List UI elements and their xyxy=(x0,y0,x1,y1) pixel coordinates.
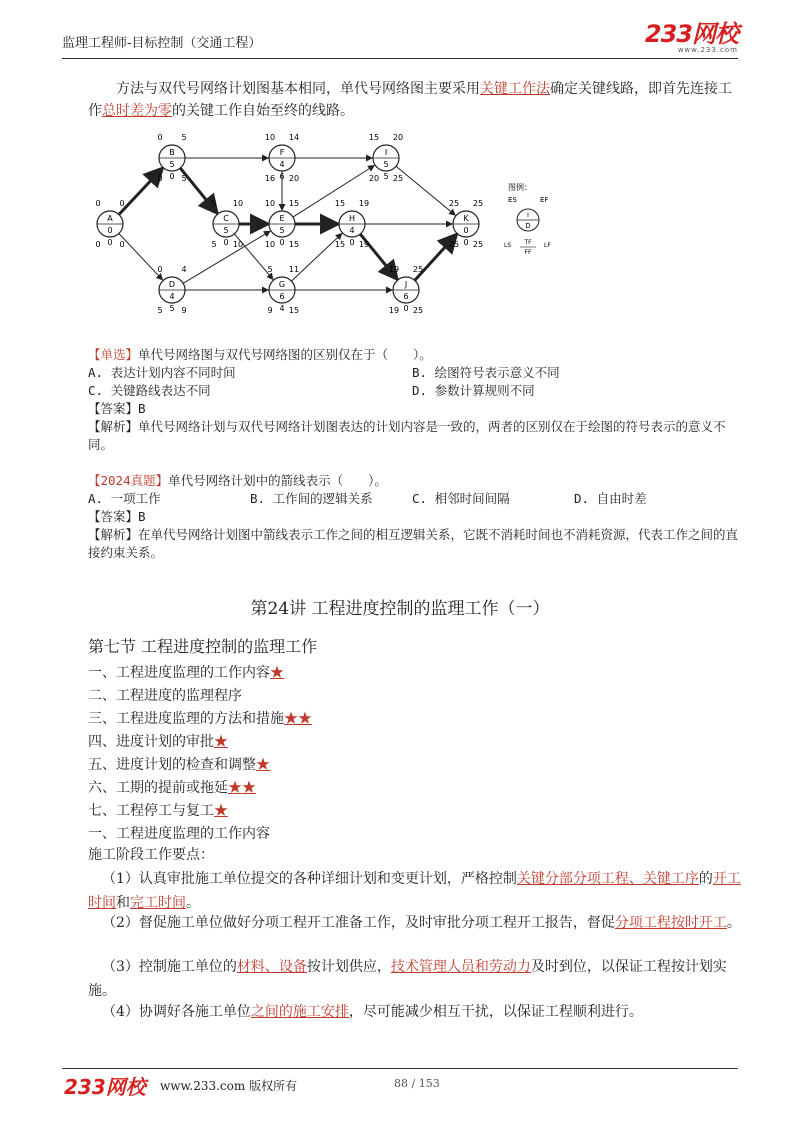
node-label: 19 xyxy=(388,265,400,274)
logic-arrow xyxy=(119,233,163,279)
toc-item[interactable]: 七、工程停工与复工★ xyxy=(88,803,228,819)
footer-logo: 233网校 xyxy=(64,1075,146,1099)
node-label: 15 xyxy=(288,306,300,315)
option-d[interactable]: D. 参数计算规则不同 xyxy=(412,383,535,398)
node-label: 25 xyxy=(472,240,484,249)
node-k xyxy=(449,199,483,249)
node-label: J xyxy=(404,280,408,289)
toc-item[interactable]: 四、进度计划的审批★ xyxy=(88,734,228,750)
toc-item[interactable]: 五、进度计划的检查和调整★ xyxy=(88,757,270,773)
node-label: 10 xyxy=(264,133,276,142)
item-4: （4）协调好各施工单位之间的施工安排，尽可能减少相互干扰，以保证工程顺利进行。 xyxy=(102,1004,643,1020)
node-label: 0 xyxy=(463,226,469,235)
node-label: 4 xyxy=(349,226,355,235)
footer-copyright[interactable]: www.233.com 版权所有 xyxy=(160,1079,298,1093)
node-label: 5 xyxy=(169,304,175,313)
network-diagram xyxy=(80,122,560,332)
node-h xyxy=(335,199,369,249)
answer: 【答案】B xyxy=(88,401,146,416)
option-b[interactable]: B. 绘图符号表示意义不同 xyxy=(412,365,560,380)
option-b[interactable]: B. 工作间的逻辑关系 xyxy=(250,491,373,506)
node-label: 0 xyxy=(157,174,163,183)
node-label: 15 xyxy=(334,199,346,208)
svg-text:i: i xyxy=(527,211,529,219)
logic-arrow xyxy=(396,166,455,215)
node-label: K xyxy=(463,214,469,223)
toc-item[interactable]: 三、工程进度监理的方法和措施★★ xyxy=(88,711,312,727)
node-label: 20 xyxy=(368,174,380,183)
node-label: 25 xyxy=(448,199,460,208)
node-label: 14 xyxy=(288,133,300,142)
page-number: 88 / 153 xyxy=(394,1077,440,1090)
node-label: 25 xyxy=(412,306,424,315)
node-label: 20 xyxy=(392,133,404,142)
node-label: 5 xyxy=(169,160,175,169)
node-label: 15 xyxy=(288,240,300,249)
logic-arrow xyxy=(293,166,374,218)
node-label: C xyxy=(223,214,229,223)
node-label: 0 xyxy=(119,240,125,249)
svg-text:ES: ES xyxy=(508,196,517,204)
node-label: 16 xyxy=(264,174,276,183)
node-label: 11 xyxy=(288,265,300,274)
node-a xyxy=(95,199,124,249)
node-j xyxy=(389,265,423,315)
brand-logo: 233网校 www.233.com xyxy=(644,20,738,54)
analysis: 【解析】在单代号网络计划图中箭线表示工作之间的相互逻辑关系，它既不消耗时间也不消耗资源，代表工作之间的直接约束关系。 xyxy=(88,527,739,560)
node-label: 0 xyxy=(157,265,163,274)
node-label: 0 xyxy=(223,238,229,247)
node-label: 10 xyxy=(232,199,244,208)
node-label: 0 xyxy=(169,172,175,181)
node-label: 6 xyxy=(279,172,285,181)
node-label: 19 xyxy=(358,240,370,249)
option-d[interactable]: D. 自由时差 xyxy=(574,491,647,506)
option-a[interactable]: A. 一项工作 xyxy=(88,491,161,506)
node-b xyxy=(157,133,186,183)
section-title: 第七节 工程进度控制的监理工作 xyxy=(88,637,318,656)
node-label: 0 xyxy=(157,133,163,142)
node-label: 0 xyxy=(279,238,285,247)
node-label: 15 xyxy=(334,240,346,249)
page-header xyxy=(62,20,738,59)
node-label: 0 xyxy=(95,240,101,249)
node-label: 4 xyxy=(279,304,285,313)
node-label: 4 xyxy=(169,292,175,301)
critical-arrow xyxy=(119,168,163,214)
node-label: D xyxy=(168,280,176,289)
node-label: 6 xyxy=(279,292,285,301)
answer: 【答案】B xyxy=(88,509,146,524)
node-label: 0 xyxy=(119,199,125,208)
node-label: 5 xyxy=(181,133,187,142)
node-label: 5 xyxy=(279,226,285,235)
node-label: 6 xyxy=(403,292,409,301)
node-label: 10 xyxy=(264,199,276,208)
node-label: 0 xyxy=(95,199,101,208)
node-label: 9 xyxy=(181,306,187,315)
node-label: 5 xyxy=(383,172,389,181)
node-c xyxy=(211,199,243,249)
toc-item: 一、工程进度监理的工作内容 xyxy=(88,826,270,842)
node-label: 5 xyxy=(267,265,273,274)
node-f xyxy=(265,133,299,183)
node-label: 0 xyxy=(403,304,409,313)
node-label: 15 xyxy=(288,199,300,208)
question-1: 【单选】单代号网络图与双代号网络图的区别仅在于（ ）。 A. 表达计划内容不同时间 B. 绘图符号表示意义不同 C. 关键路线表达不同 D. 参数计算规则不同 【答案】B 【解析】单代号网络计划与双代号网络计划图表达的计划内容是一致的，两者的区别仅在于绘图的符号表示的意义不同。 xyxy=(88,346,738,466)
svg-text:图例：: 图例： xyxy=(508,183,532,192)
diagram-legend xyxy=(502,180,562,270)
toc-item[interactable]: 六、工期的提前或拖延★★ xyxy=(88,780,256,796)
node-label: B xyxy=(169,148,175,157)
svg-text:LS: LS xyxy=(504,242,512,249)
node-label: 25 xyxy=(448,240,460,249)
analysis: 【解析】单代号网络计划与双代号网络计划图表达的计划内容是一致的，两者的区别仅在于绘图的符号表示的意义不同。 xyxy=(88,419,726,452)
option-a[interactable]: A. 表达计划内容不同时间 xyxy=(88,365,236,380)
node-label: 9 xyxy=(267,306,273,315)
node-label: H xyxy=(348,214,356,223)
node-label: 5 xyxy=(181,174,187,183)
node-label: 4 xyxy=(279,160,285,169)
page-footer xyxy=(62,1068,738,1099)
option-c[interactable]: C. 相邻时间间隔 xyxy=(412,491,510,506)
node-label: F xyxy=(279,148,285,157)
node-label: 0 xyxy=(349,238,355,247)
node-g xyxy=(267,265,299,315)
node-label: 19 xyxy=(388,306,400,315)
node-label: 5 xyxy=(223,226,229,235)
svg-text:LF: LF xyxy=(544,242,551,249)
node-label: 10 xyxy=(264,240,276,249)
node-label: 5 xyxy=(211,199,217,208)
node-label: 0 xyxy=(107,226,113,235)
question-tag: 【2024真题】 xyxy=(88,473,169,488)
question-2: 【2024真题】单代号网络计划中的箭线表示（ ）。 A. 一项工作 B. 工作间的逻辑关系 C. 相邻时间间隔 D. 自由时差 【答案】B 【解析】在单代号网络计划图中箭线表示工作之间的相互逻辑关系，它既不消耗时间也不消耗资源，代表工作之间的直接约束关系。 xyxy=(88,473,739,560)
svg-text:TF: TF xyxy=(524,239,532,246)
node-label: 19 xyxy=(358,199,370,208)
node-label: 0 xyxy=(107,238,113,247)
toc-list xyxy=(88,662,312,846)
node-label: 0 xyxy=(463,238,469,247)
node-label: 5 xyxy=(211,240,217,249)
question-tag: 【单选】 xyxy=(88,347,139,362)
item-3: （3）控制施工单位的材料、设备按计划供应，技术管理人员和劳动力及时到位，以保证工程按计划实施。 xyxy=(88,959,727,999)
node-label: 5 xyxy=(383,160,389,169)
node-label: I xyxy=(384,148,388,157)
node-label: 15 xyxy=(368,133,380,142)
option-c[interactable]: C. 关键路线表达不同 xyxy=(88,383,211,398)
svg-text:D: D xyxy=(525,222,531,230)
header-title: 监理工程师-目标控制（交通工程） xyxy=(62,36,262,51)
toc-item[interactable]: 一、工程进度监理的工作内容★ xyxy=(88,665,284,681)
node-label: 25 xyxy=(412,265,424,274)
node-d xyxy=(157,265,186,315)
node-label: 25 xyxy=(392,174,404,183)
svg-text:FF: FF xyxy=(524,249,532,256)
node-label: 5 xyxy=(157,306,163,315)
lecture-title: 第24讲 工程进度控制的监理工作（一） xyxy=(250,599,550,619)
stage-title: 施工阶段工作要点： xyxy=(88,847,214,863)
node-label: 10 xyxy=(232,240,244,249)
node-label: 20 xyxy=(288,174,300,183)
intro-paragraph: 方法与双代号网络计划图基本相同，单代号网络图主要采用关键工作法确定关键线路，即首先连接工作总时差为零的关键工作自始至终的线路。 xyxy=(88,81,732,119)
node-label: 4 xyxy=(181,265,187,274)
node-label: A xyxy=(107,214,113,223)
svg-text:EF: EF xyxy=(540,196,549,204)
node-label: G xyxy=(278,280,286,289)
node-i xyxy=(369,133,403,183)
item-1: （1）认真审批施工单位提交的各种详细计划和变更计划，严格控制关键分部分项工程、关键工序的开工时间和完工时间。 xyxy=(88,871,741,911)
toc-item[interactable]: 二、工程进度的监理程序 xyxy=(88,688,242,704)
item-2: （2）督促施工单位做好分项工程开工准备工作，及时审批分项工程开工报告，督促分项工程按时开工。 xyxy=(102,915,741,931)
node-label: 25 xyxy=(472,199,484,208)
node-label: E xyxy=(279,214,285,223)
